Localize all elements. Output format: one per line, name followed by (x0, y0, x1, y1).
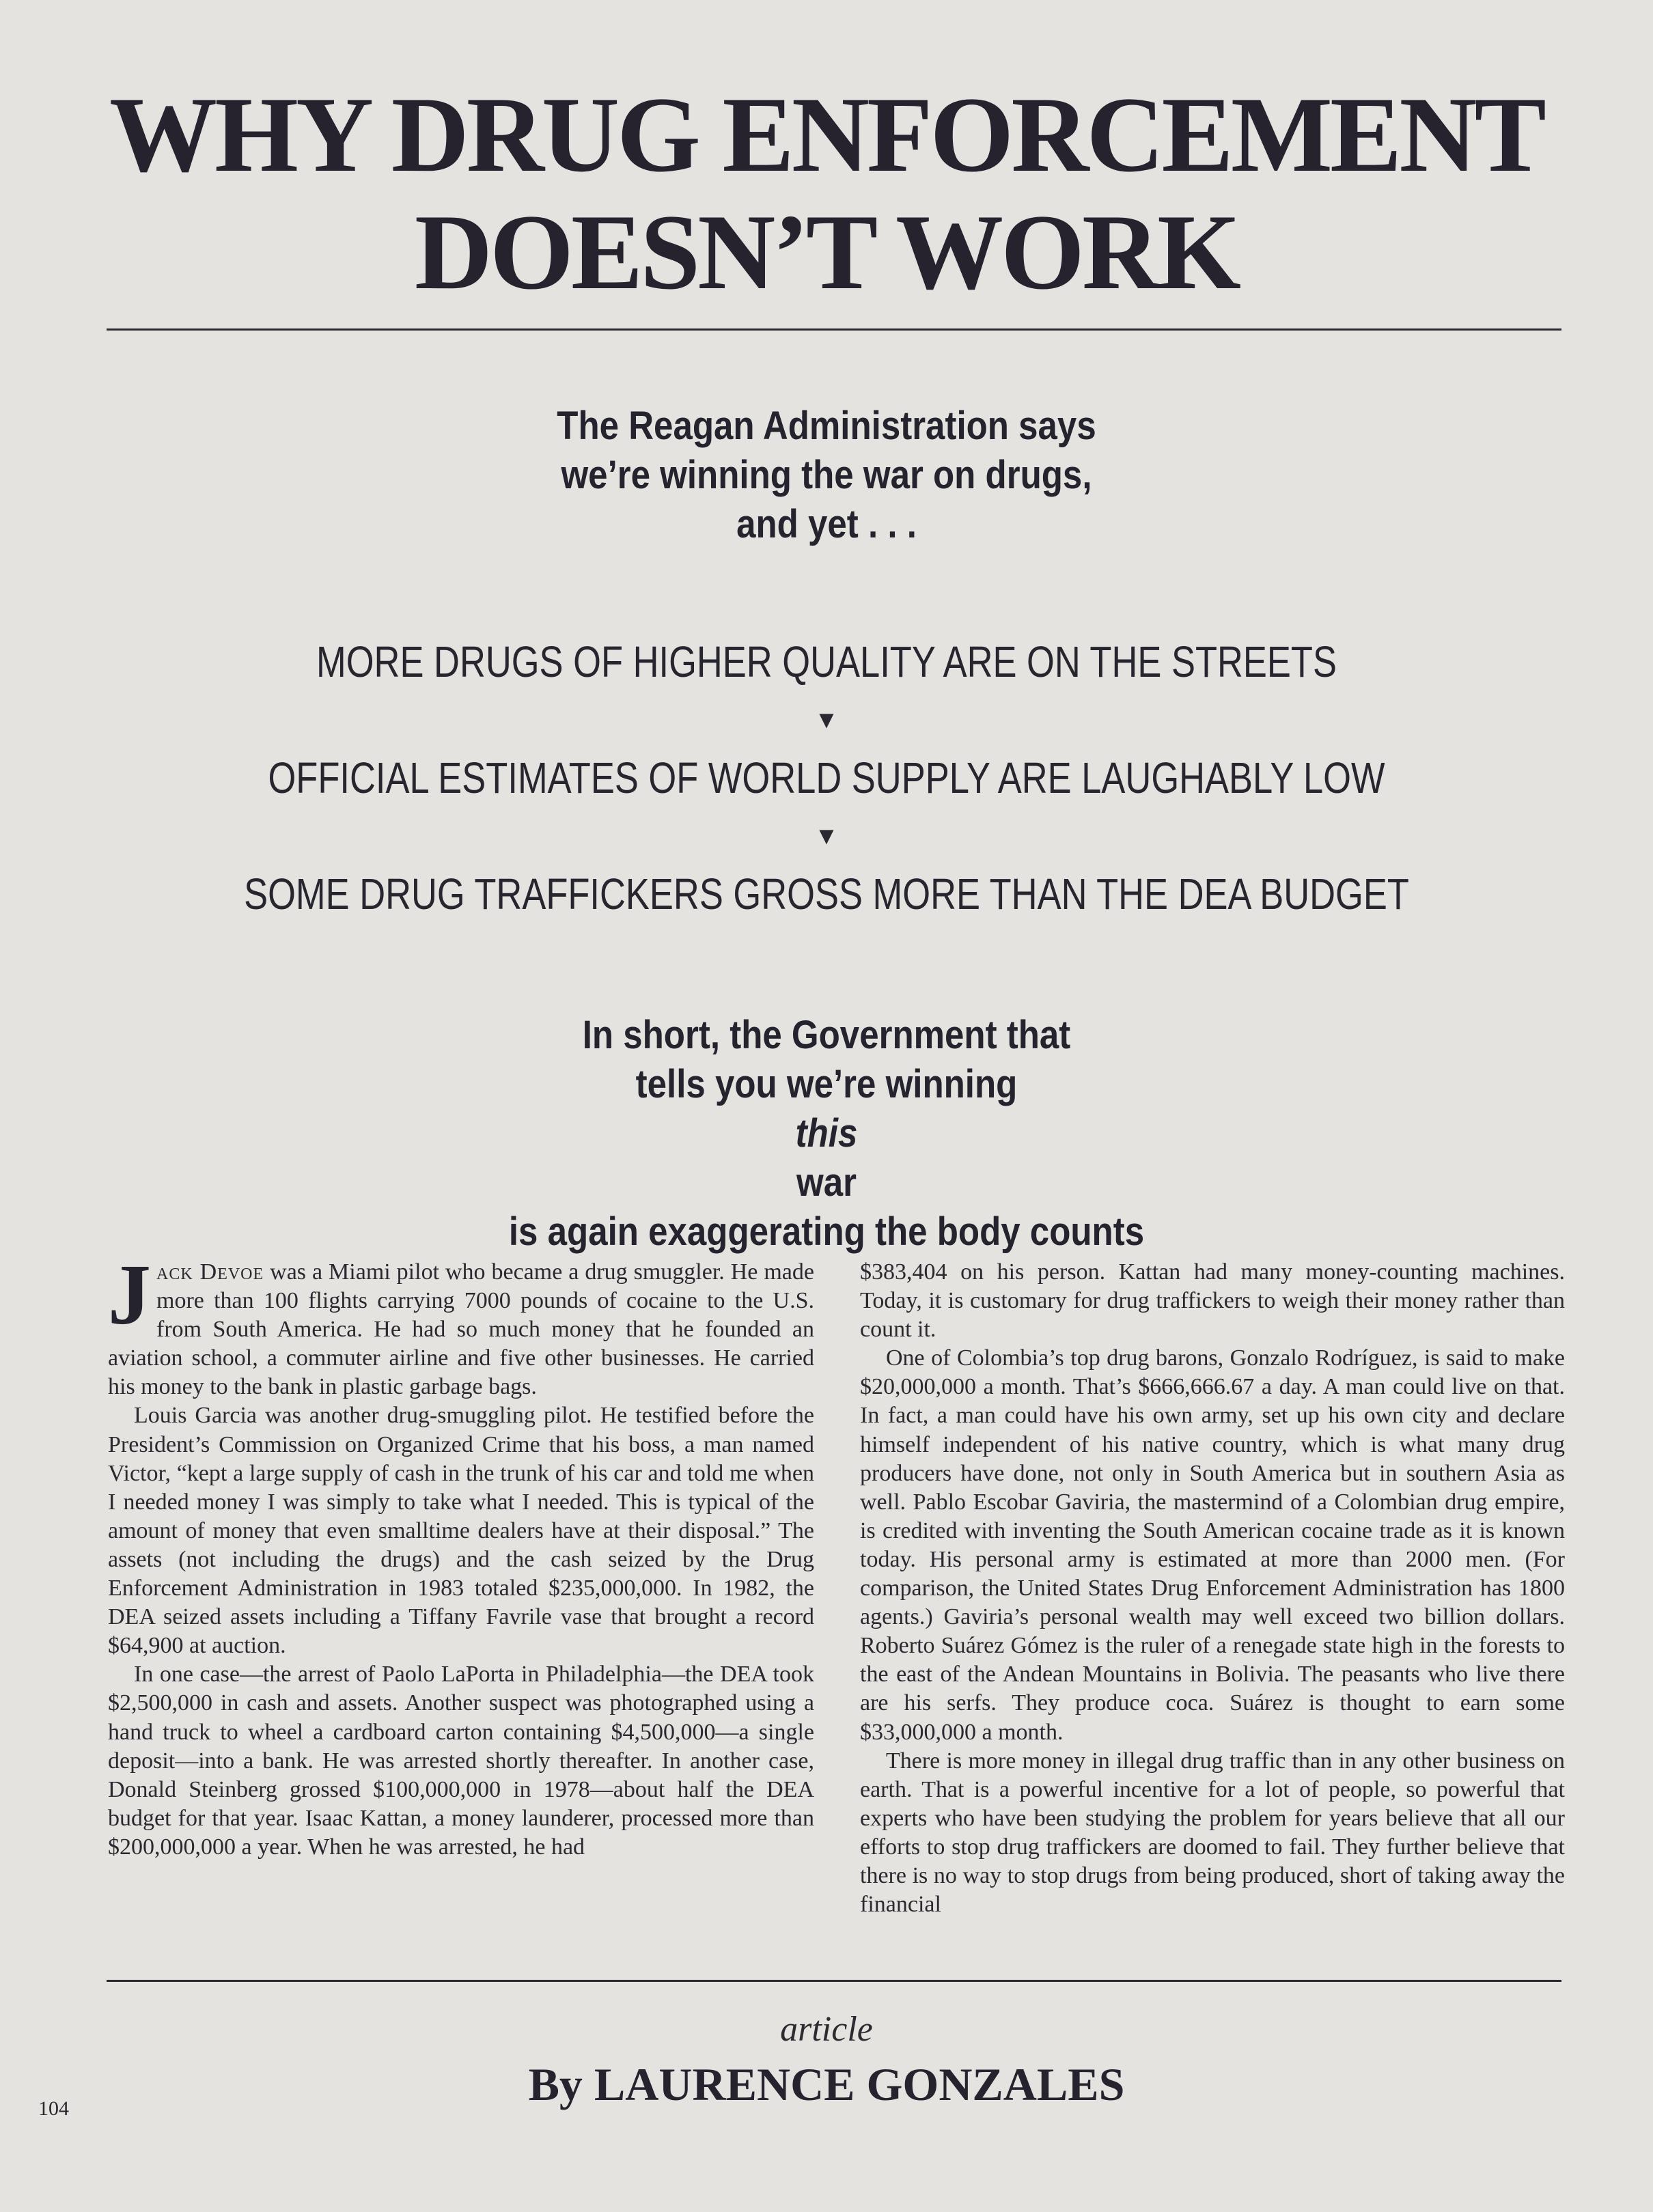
article-column-left (108, 1248, 814, 1862)
lead-in: ack Devoe (156, 1259, 264, 1285)
article-paragraph: There is more money in illegal drug traffic than in any other business on earth. That is a powerful incentive for a lot of people, so powerful that experts who have been studying the problem for years believe that all our efforts to stop drug traffickers are doomed to fail. They further believe that there is no way to stop drugs from being produced, short of taking away the financial (860, 1748, 1565, 1918)
headline-line: DOESN’T WORK (414, 193, 1239, 312)
paragraph-text: was a Miami pilot who became a drug smuggler. He made more than 100 flights carrying 7000 pounds of cocaine to the U.S. from South America. He had so much money that he founded an aviation school, a commuter airline and five other businesses. He carried his money to the bank in plastic garbage bags. (108, 1259, 814, 1400)
deck-line: and yet . . . (736, 502, 917, 546)
deck-top (219, 402, 1434, 549)
deck-text: war (796, 1160, 857, 1205)
section-label: article (780, 2010, 873, 2049)
deck-emphasis: this (795, 1111, 858, 1156)
drop-cap: J (108, 1248, 151, 1343)
triangle-down-icon: ▼ (814, 822, 839, 850)
key-point: MORE DRUGS OF HIGHER QUALITY ARE ON THE STREETS (316, 637, 1337, 686)
deck-line: The Reagan Administration says (557, 404, 1096, 448)
key-points (102, 636, 1551, 919)
author-byline: By LAURENCE GONZALES (528, 2058, 1125, 2110)
key-point: SOME DRUG TRAFFICKERS GROSS MORE THAN THE DEA BUDGET (244, 869, 1409, 919)
page-number: 104 (38, 2097, 69, 2120)
deck-line: In short, the Government that (582, 1013, 1071, 1057)
headline-line: WHY DRUG ENFORCEMENT (109, 75, 1544, 195)
bottom-rule (107, 1980, 1561, 1982)
deck-line (219, 1060, 1434, 1207)
deck-text: tells you we’re winning (635, 1062, 1018, 1106)
triangle-down-icon: ▼ (814, 705, 839, 733)
top-rule (107, 328, 1561, 331)
deck-bottom (219, 1011, 1434, 1257)
article-paragraph: In one case—the arrest of Paolo LaPorta in Philadelphia—the DEA took $2,500,000 in cash and assets. Another suspect was photographed using a hand truck to wheel a cardboard carton containing $4,500,000—a single deposit—into a bank. He was arrested shortly thereafter. In another case, Donald Steinberg grossed $100,000,000 in 1978—about half the DEA budget for that year. Isaac Kattan, a money launderer, processed more than $200,000,000 a year. When he was arrested, he had (108, 1662, 814, 1860)
deck-line: we’re winning the war on drugs, (561, 453, 1092, 497)
headline (68, 76, 1585, 311)
article-paragraph: One of Colombia’s top drug barons, Gonzalo Rodríguez, is said to make $20,000,000 a month. That’s $666,666.67 a day. A man could live on that. In fact, a man could have his own army, set up his own city and declare himself independent of his native country, which is what many drug producers have done, not only in South America but in southern Asia as well. Pablo Escobar Gaviria, the mastermind of a Colombian drug empire, is credited with inventing the South American cocaine trade as it is known today. His personal army is estimated at more than 2000 men. (For comparison, the United States Drug Enforcement Administration has 1800 agents.) Gaviria’s personal wealth may well exceed two billion dollars. Roberto Suárez Gómez is the ruler of a renegade state high in the forests to the east of the Andean Mountains in Bolivia. The peasants who live there are his serfs. They produce coca. Suárez is thought to earn some $33,000,000 a month. (860, 1345, 1565, 1745)
key-point: OFFICIAL ESTIMATES OF WORLD SUPPLY ARE LAUGHABLY LOW (268, 753, 1385, 802)
article-paragraph: $383,404 on his person. Kattan had many money-counting machines. Today, it is customary for drug traffickers to weigh their money rather than count it. (860, 1259, 1565, 1343)
deck-line: is again exaggerating the body counts (508, 1209, 1145, 1254)
article-paragraph (108, 1248, 814, 1401)
article-paragraph: Louis Garcia was another drug-smuggling pilot. He testified before the President’s Commission on Organized Crime that his boss, a man named Victor, “kept a large supply of cash in the trunk of his car and told me when I needed money I was simply to take what I needed. This is typical of the amount of money that even smalltime dealers have at their disposal.” The assets (not including the drugs) and the cash seized by the Drug Enforcement Administration in 1983 totaled $235,000,000. In 1982, the DEA seized assets including a Tiffany Favrile vase that brought a record $64,900 at auction. (108, 1403, 814, 1659)
article-column-right (860, 1258, 1565, 1919)
